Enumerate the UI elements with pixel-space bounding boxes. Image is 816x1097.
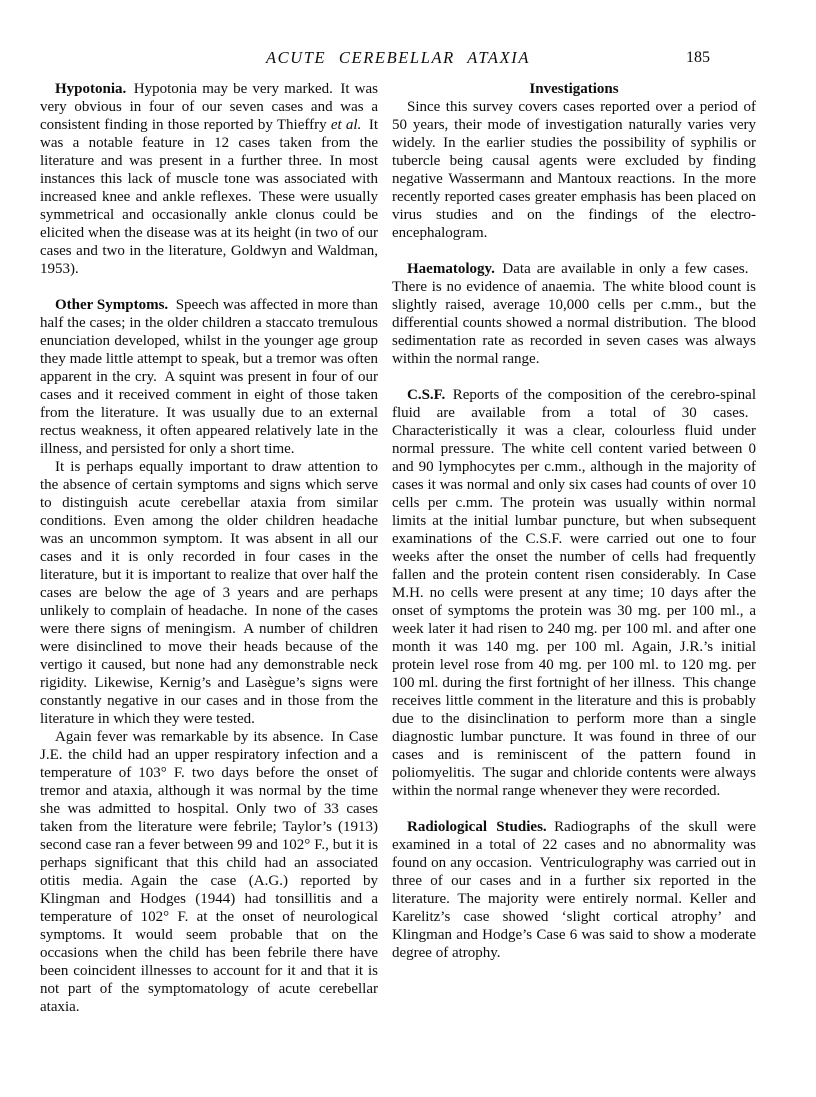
paragraph-text: Data are available in only a few cases. There is no evidence of anaemia. The white blood count is slightly raised, average 10,000 cells per c.mm., but the differential counts showed a normal distribution. The blood sedimentation rate as recorded in seven cases was always within the normal range. xyxy=(392,261,756,367)
run-in-heading-haematology: Haematology. xyxy=(407,261,495,277)
page-header xyxy=(40,48,756,70)
paragraph-text: Hypotonia may be very marked. It was very obvious in four of our seven cases and was a consistent finding in those reported by Thieffry xyxy=(40,81,378,133)
paragraph-radiological-studies xyxy=(392,818,756,962)
paragraph-csf xyxy=(392,386,756,800)
run-in-heading-hypotonia: Hypotonia. xyxy=(55,81,127,97)
paragraph-hypotonia xyxy=(40,80,378,278)
paragraph-text: Since this survey covers cases reported over a period of 50 years, their mode of investigation naturally varies very widely. In the earlier studies the possibility of syphilis or tubercle being causal agents were excluded by finding negative Wassermann and Mantoux reactions. In the more recently reported cases greater emphasis has been placed on virus studies and on the findings of the electro-encephalogram. xyxy=(392,99,756,241)
paragraph-text: Speech was affected in more than half the cases; in the older children a staccato tremulous enunciation developed, whilst in the younger age group they made little attempt to speak, but a tremor was often apparent in the cry. A squint was present in four of our cases and it received comment in eight of those taken from the literature. It was usually due to an external rectus weakness, it often appeared relatively late in the illness, and persisted for only a short time. xyxy=(40,297,378,457)
paragraph-text: Radiographs of the skull were examined in a total of 22 cases and no abnormality was found on any occasion. Ventriculography was carried out in three of our cases and in a further six reported in the literature. The majority were entirely normal. Keller and Karelitz’s case showed ‘slight cortical atrophy’ and Klingman and Hodge’s Case 6 was said to show a moderate degree of atrophy. xyxy=(392,819,756,961)
section-heading-investigations: Investigations xyxy=(529,81,619,97)
page-number: 185 xyxy=(686,49,710,66)
run-in-heading-csf: C.S.F. xyxy=(407,387,446,403)
paragraph-absent-signs xyxy=(40,458,378,728)
paragraph-text: Reports of the composition of the cerebro-spinal fluid are available from a total of 30 cases. Characteristically it was a clear, colourless fluid under normal pressure. The white cell content varied between 0 and 90 lymphocytes per c.mm., although in the majority of cases it was normal and only six cases had counts of over 10 cells per c.mm. The protein was usually within normal limits at the initial lumbar puncture, but when subsequent examinations of the C.S.F. were carried out one to four weeks after the onset the number of cells had frequently fallen and the protein content risen considerably. In Case M.H. no cells were present at any time; 10 days after the onset of symptoms the protein was 30 mg. per 100 ml., a week later it had risen to 240 mg. per 100 ml. and after one month it was 140 mg. per 100 ml. Again, J.R.’s initial protein level rose from 40 mg. per 100 ml. to 120 mg. per 100 ml. during the first fortnight of her illness. This change receives little comment in the literature and this is probably due to the disinclination to perform more than a single diagnostic lumbar puncture. It was found in three of our cases and is reminiscent of the pattern found in poliomyelitis. The sugar and chloride contents were always within the normal range whenever they were recorded. xyxy=(392,387,756,799)
run-in-heading-radiological-studies: Radiological Studies. xyxy=(407,819,547,835)
paragraph-text: Again fever was remarkable by its absence. In Case J.E. the child had an upper respiratory infection and a temperature of 103° F. two days before the onset of tremor and ataxia, although it was normal by the time she was admitted to hospital. Only two of 33 cases taken from the literature were febrile; Taylor’s (1913) second case ran a fever between 99 and 102° F., but it is perhaps significant that this child had an associated otitis media. Again the case (A.G.) reported by Klingman and Hodges (1944) had tonsillitis and a temperature of 102° F. at the onset of neurological symptoms. It would seem probable that on the occasions when the child has been febrile there have been coincident illnesses to account for it and that it is not part of the symptomatology of acute cerebellar ataxia. xyxy=(40,729,378,1015)
left-column xyxy=(40,80,378,1016)
italic-et-al: et al. xyxy=(330,117,362,133)
paragraph-text: It is perhaps equally important to draw attention to the absence of certain symptoms and signs which serve to distinguish acute cerebellar ataxia from similar conditions. Even among the older children headache was an uncommon symptom. It was absent in all our cases and it is only recorded in four cases in the literature, but it is important to realize that over half the cases are below the age of 3 years and are perhaps unlikely to complain of headache. In none of the cases were there signs of meningism. A number of children were disinclined to move their heads because of the vertigo it caused, but none had any demonstrable neck rigidity. Likewise, Kernig’s and Lasègue’s signs were constantly negative in our cases and in those from the literature in which they were tested. xyxy=(40,459,378,727)
run-in-heading-other-symptoms: Other Symptoms. xyxy=(55,297,169,313)
paragraph-text: It was a notable feature in 12 cases taken from the literature and was present in a further three. In most instances this lack of muscle tone was associated with increased knee and ankle reflexes. These were usually symmetrical and occasionally ankle clonus could be elicited when the disease was at its height (in two of our cases and two in the literature, Goldwyn and Waldman, 1953). xyxy=(40,117,378,277)
right-column xyxy=(392,80,756,962)
paragraph-fever xyxy=(40,728,378,1016)
running-title: ACUTE CEREBELLAR ATAXIA xyxy=(265,48,531,67)
paragraph-other-symptoms xyxy=(40,296,378,458)
paragraph-investigations-intro xyxy=(392,98,756,242)
two-column-body xyxy=(40,80,756,1016)
paragraph-haematology xyxy=(392,260,756,368)
